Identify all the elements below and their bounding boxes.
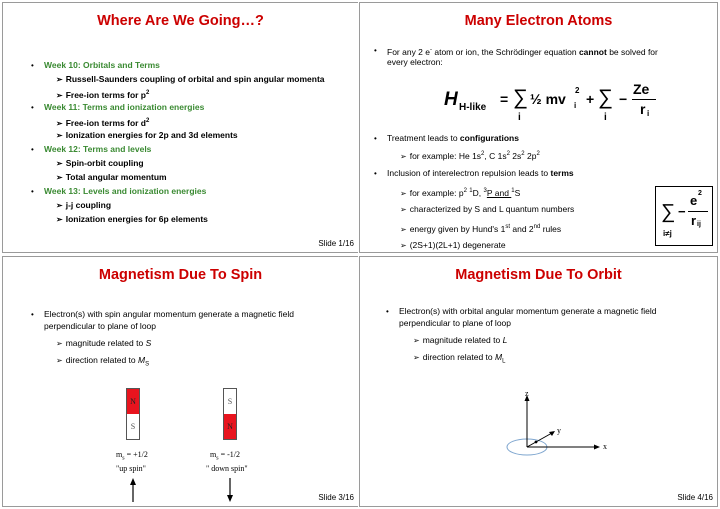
slide-1-title: Where Are We Going…?	[97, 13, 264, 29]
spin-direction: ➢ direction related to $M_S$	[56, 355, 150, 368]
fraction-bar	[688, 211, 708, 212]
spin-text-cont: perpendicular to plane of loop	[44, 321, 156, 331]
arrow-icon: ➢	[400, 224, 407, 234]
slide-2-title: Many Electron Atoms	[464, 13, 613, 29]
magnet-north-pole: N	[127, 389, 139, 414]
bar-magnet-up	[126, 388, 140, 440]
intro-text: For any 2 e- atom or ion, the Schrödinger equation cannot be solved for	[387, 46, 658, 57]
week-11-heading: Week 11: Terms and ionization energies	[44, 102, 205, 112]
arrow-icon: ➢	[56, 159, 63, 168]
orbit-magnitude: ➢ magnitude related to L	[413, 335, 508, 345]
y-axis-label: y	[557, 426, 561, 435]
z-axis-label: z	[525, 389, 529, 398]
up-spin-label: "up spin"	[116, 464, 146, 473]
arrow-icon: ➢	[56, 201, 63, 210]
week-13-heading: Week 13: Levels and ionization energies	[44, 186, 207, 196]
slide-4	[359, 256, 718, 507]
repulsion-term-box: ∑ − e 2 r ij i≠j	[655, 186, 713, 246]
orbit-text-cont: perpendicular to plane of loop	[399, 318, 511, 328]
ms-plus-half: $m_s = +1/2$	[116, 450, 148, 462]
arrow-icon: ➢	[413, 353, 420, 362]
slide-number: Slide 1/16	[318, 239, 354, 248]
x-axis-label: x	[603, 442, 607, 451]
arrow-icon: ➢	[56, 118, 63, 128]
bullet: •	[31, 145, 34, 154]
spin-text: Electron(s) with spin angular momentum generate a magnetic field	[44, 309, 294, 319]
arrow-icon: ➢	[56, 173, 63, 182]
arrow-icon: ➢	[400, 205, 407, 214]
arrow-icon: ➢	[400, 241, 407, 250]
bar-magnet-down	[223, 388, 237, 440]
arrow-icon: ➢	[56, 339, 63, 348]
bullet: •	[31, 187, 34, 196]
week-10-item-2: ➢ Free-ion terms for $p^2$	[56, 89, 150, 100]
configurations-example: ➢ for example: He $1s^2$, C $1s^2$ $2s^2$ $2p^2$	[400, 150, 540, 161]
week-12-item-2: ➢ Total angular momentum	[56, 172, 167, 182]
arrow-icon: ➢	[56, 215, 63, 224]
bullet: •	[386, 307, 389, 316]
bullet: •	[374, 134, 377, 143]
bullet: •	[374, 169, 377, 178]
y-axis	[527, 433, 552, 447]
magnet-south-pole: S	[130, 422, 136, 431]
terms-example: ➢ for example: $p^2$ $^1$D, $^3$P and $^1$S	[400, 187, 521, 198]
intro-text-cont: every electron:	[387, 57, 443, 67]
bullet: •	[31, 103, 34, 112]
terms-degeneracy: ➢ (2S+1)(2L+1) degenerate	[400, 240, 506, 250]
magnet-south-pole: S	[227, 397, 233, 406]
configurations-text: Treatment leads to configurations	[387, 133, 519, 143]
slide-4-title: Magnetism Due To Orbit	[455, 267, 622, 283]
arrow-icon: ➢	[56, 90, 63, 100]
week-13-item-2: ➢ Ionization energies for 6p elements	[56, 214, 208, 224]
up-arrow-icon	[127, 477, 139, 503]
week-10-item-1: ➢ Russell-Saunders coupling of orbital and spin angular momenta	[56, 74, 325, 84]
slide-2	[359, 2, 718, 253]
arrow-icon: ➢	[400, 151, 407, 161]
down-spin-label: " down spin"	[206, 464, 248, 473]
slide-3-title: Magnetism Due To Spin	[98, 267, 263, 283]
week-10-heading: Week 10: Orbitals and Terms	[44, 60, 160, 70]
terms-quantum-numbers: ➢ characterized by S and L quantum numbers	[400, 204, 575, 214]
week-11-item-1: ➢ Free-ion terms for $d^2$	[56, 117, 150, 128]
slide-number: Slide 3/16	[318, 493, 354, 502]
orbit-text: Electron(s) with orbital angular momentum generate a magnetic field	[399, 306, 657, 316]
bullet: •	[31, 61, 34, 70]
electron-dot	[535, 441, 538, 444]
arrow-icon: ➢	[400, 188, 407, 198]
down-arrow-icon	[224, 477, 236, 503]
bullet: •	[374, 46, 377, 55]
slide-1	[2, 2, 358, 253]
fraction-bar	[632, 99, 656, 100]
week-11-item-2: ➢ Ionization energies for 2p and 3d elements	[56, 130, 238, 140]
arrow-icon: ➢	[56, 75, 63, 84]
arrow-icon: ➢	[56, 131, 63, 140]
spin-magnitude: ➢ magnitude related to S	[56, 338, 152, 348]
terms-hund-rules: ➢ energy given by Hund's 1st and 2nd rules	[400, 223, 562, 234]
week-12-item-1: ➢ Spin-orbit coupling	[56, 158, 144, 168]
slide-3	[2, 256, 358, 507]
week-13-item-1: ➢ j-j coupling	[56, 200, 112, 210]
terms-text: Inclusion of interelectron repulsion leads to terms	[387, 168, 574, 178]
arrow-icon: ➢	[413, 336, 420, 345]
week-12-heading: Week 12: Terms and levels	[44, 144, 152, 154]
orbit-axes-diagram	[500, 387, 610, 467]
ms-minus-half: $m_s = -1/2$	[210, 450, 240, 462]
hamiltonian-equation: H H-like = ∑ i ½ mv i 2 + ∑ i − Ze r i	[444, 75, 714, 125]
bullet: •	[31, 310, 34, 319]
orbit-direction: ➢ direction related to $M_L$	[413, 352, 506, 365]
slide-number: Slide 4/16	[677, 493, 713, 502]
arrow-icon: ➢	[56, 356, 63, 365]
magnet-north-pole: N	[224, 414, 236, 439]
